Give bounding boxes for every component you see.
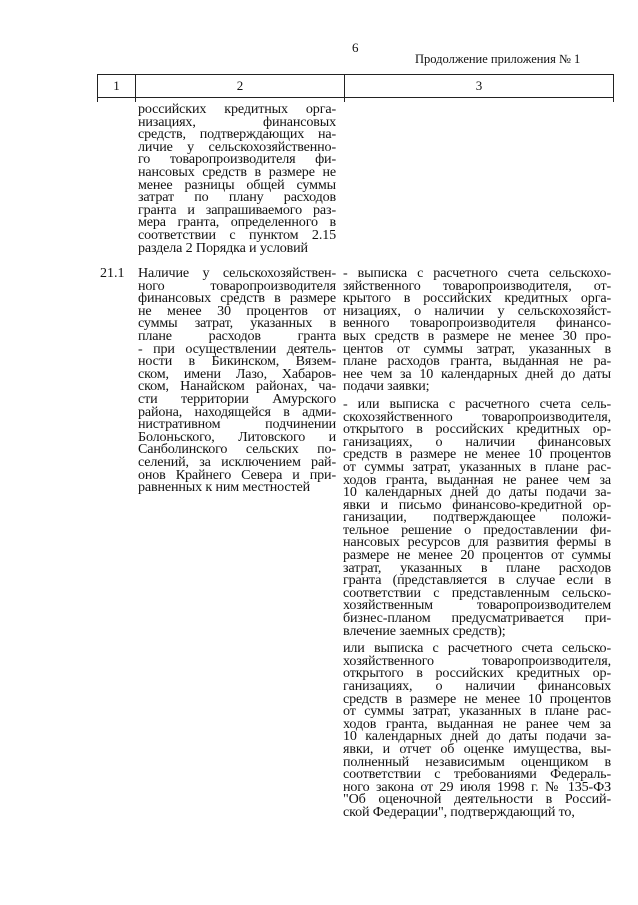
- required-documents-text: [343, 267, 611, 819]
- text-line: ском, имени Лазо, Хабаров-: [138, 365, 336, 382]
- text-line: открытого в российских кредитных ор-: [343, 665, 611, 682]
- text-line: ного товаропроизводителя: [138, 277, 336, 294]
- text-line: менее разницы общей суммы: [138, 176, 336, 193]
- text-line: соответствии с требованиями Федераль-: [343, 766, 611, 783]
- text-line: хозяйственным товаропроизводителем: [343, 597, 611, 614]
- document-requirement-paragraph: [343, 642, 611, 818]
- text-line: ности в Бикинском, Вязем-: [138, 353, 336, 370]
- text-line: нее чем за 10 календарных дней до даты: [343, 365, 611, 382]
- text-line: скохозяйственного товаропроизводителя,: [343, 408, 611, 425]
- text-line: ской Федерации", подтверждающий то,: [343, 803, 575, 820]
- text-line: ходов гранта, выданная не ранее чем за: [343, 471, 611, 488]
- text-line: средств, подтверждающих на-: [138, 126, 336, 143]
- text-line: гранта и запрашиваемого раз-: [138, 201, 336, 218]
- text-line: личие у сельскохозяйственно-: [138, 138, 336, 155]
- text-line: ском, Нанайском районах, ча-: [138, 378, 336, 395]
- text-line: явки, и отчет об оценке имущества, вы-: [343, 740, 611, 757]
- text-line: не менее 30 процентов от: [138, 302, 336, 319]
- appendix-continuation-label: Продолжение приложения № 1: [415, 52, 581, 66]
- text-line: селений, за исключением рай-: [138, 453, 336, 470]
- header-col-2: 2: [136, 75, 345, 97]
- text-line: плане расходов гранта: [138, 327, 336, 344]
- text-line: влечение заемных средств);: [343, 622, 506, 639]
- text-line: или выписка с расчетного счета сельско-: [343, 640, 611, 657]
- text-line: подачи заявки;: [343, 378, 430, 395]
- text-line: нансовых средств в размере не: [138, 163, 336, 180]
- page-number: 6: [352, 40, 359, 55]
- text-line: - при осуществлении деятель-: [138, 340, 336, 357]
- document-requirement-paragraph: [343, 267, 611, 393]
- text-line: - или выписка с расчетного счета сель-: [343, 395, 611, 412]
- text-line: соответствии с пунктом 2.15: [138, 226, 336, 243]
- text-line: мера гранта, определенного в: [138, 214, 336, 231]
- text-line: центов от суммы затрат, указанных в: [343, 340, 611, 357]
- text-line: бизнес-планом предусматривается при-: [343, 610, 611, 627]
- text-line: открытого в российских кредитных ор-: [343, 421, 611, 438]
- table-right-edge: [613, 98, 614, 102]
- text-line: Болоньского, Литовского и: [138, 428, 336, 445]
- document-requirement-paragraph: [343, 395, 611, 639]
- text-line: Санболинского сельских по-: [138, 441, 336, 458]
- text-line: го товаропроизводителя фи-: [138, 151, 336, 168]
- text-line: плане расходов гранта, выданная не ра-: [343, 353, 611, 370]
- text-line: сти территории Амурского: [138, 390, 336, 407]
- text-line: 10 календарных дней до даты подачи за-: [343, 484, 611, 501]
- text-line: от суммы затрат, указанных в плане рас-: [343, 458, 611, 475]
- text-line: вых средств в размере не менее 30 про-: [343, 327, 611, 344]
- header-col-1: 1: [98, 75, 136, 97]
- text-line: ганизациях, о наличии финансовых: [343, 433, 611, 450]
- text-line: тельное решение о предоставлении фи-: [343, 521, 611, 538]
- text-line: низациях, о наличии у сельскохозяйст-: [343, 302, 611, 319]
- row-number: 21.1: [100, 266, 125, 281]
- text-line: затрат, указанных в плане расходов: [343, 559, 611, 576]
- table-col-divider-1: [135, 98, 136, 102]
- text-line: 10 календарных дней до даты подачи за-: [343, 728, 611, 745]
- text-line: финансовых средств в размере: [138, 290, 336, 307]
- table-header-row: [97, 74, 614, 98]
- text-line: средств в размере не менее 10 процентов: [343, 690, 611, 707]
- header-col-3: 3: [475, 78, 483, 93]
- text-line: нистративном подчинении: [138, 416, 336, 433]
- text-line: равненных к ним местностей: [138, 479, 310, 496]
- text-line: размере не менее 20 процентов от суммы: [343, 547, 611, 564]
- text-line: ганизации, подтверждающее положи-: [343, 509, 611, 526]
- text-line: затрат по плану расходов: [138, 189, 336, 206]
- table-left-edge: [97, 98, 98, 102]
- text-line: гранта (представляется в случае если в: [343, 572, 611, 589]
- criterion-text: [138, 267, 336, 494]
- text-line: Наличие у сельскохозяйствен-: [138, 265, 336, 281]
- text-line: нансовых ресурсов для развития фермы в: [343, 534, 611, 551]
- text-line: венного товаропроизводителя финансо-: [343, 315, 611, 332]
- text-line: - выписка с расчетного счета сельскохо-: [343, 265, 611, 281]
- text-line: хозяйственного товаропроизводителя,: [343, 652, 611, 669]
- text-line: района, находящейся в адми-: [138, 403, 336, 420]
- text-line: средств в размере не менее 10 процентов: [343, 446, 611, 463]
- table-col-divider-2: [344, 98, 345, 102]
- text-line: полненный независимым оценщиком в: [343, 753, 611, 770]
- text-line: крытого в российских кредитных орга-: [343, 290, 611, 307]
- text-line: ганизациях, о наличии финансовых: [343, 678, 611, 694]
- text-line: онов Крайнего Севера и при-: [138, 466, 336, 483]
- text-line: "Об оценочной деятельности в Россий-: [343, 791, 611, 808]
- text-line: явки и письмо финансово-кредитной ор-: [343, 496, 611, 513]
- prev-row-criterion-text: [138, 103, 336, 254]
- text-line: зяйственного товаропроизводителя, от-: [343, 277, 611, 294]
- text-line: ного закона от 29 июля 1998 г. № 135-ФЗ: [343, 778, 611, 795]
- text-line: суммы затрат, указанных в: [138, 315, 336, 332]
- text-line: соответствии с представленным сельско-: [343, 584, 611, 601]
- text-line: низациях, финансовых: [138, 113, 336, 130]
- text-line: российских кредитных орга-: [138, 101, 336, 117]
- text-line: ходов гранта, выданная не ранее чем за: [343, 715, 611, 732]
- text-line: от суммы затрат, указанных в плане рас-: [343, 703, 611, 720]
- text-line: раздела 2 Порядка и условий: [138, 239, 308, 256]
